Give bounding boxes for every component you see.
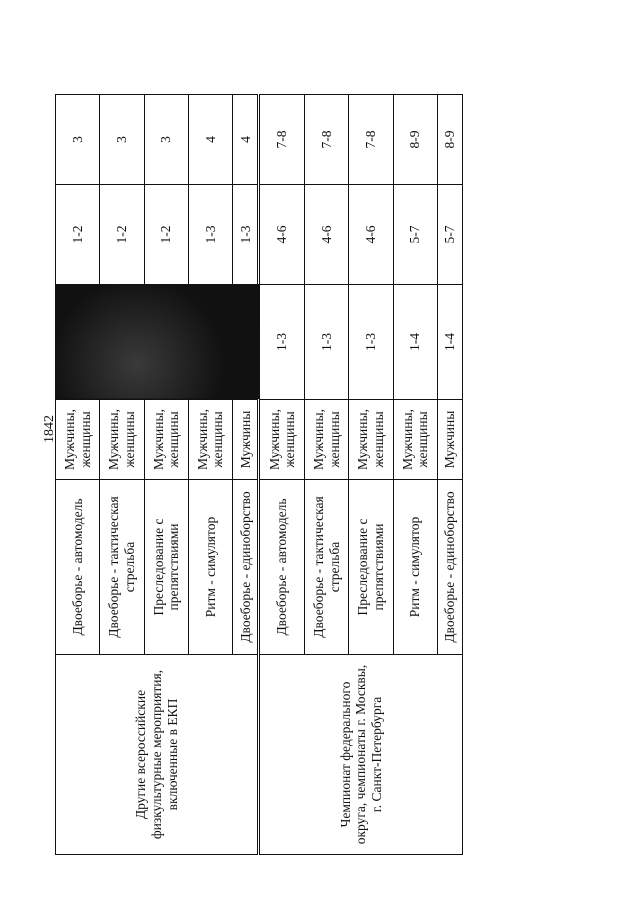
discipline-cell: Ритм - симулятор — [393, 480, 437, 655]
rank-range-cell: 4-6 — [259, 185, 304, 285]
rotated-table-container — [55, 95, 463, 855]
rank-range-cell: 1-3 — [188, 185, 232, 285]
rank-range-cell: 1-3 — [259, 285, 304, 400]
discipline-cell: Преследование с препятствиями — [349, 480, 393, 655]
event-name-cell: Другие всероссийские физкультурные мероприятия, включенные в ЕКП — [56, 655, 259, 855]
gender-cell: Мужчины, женщины — [259, 400, 304, 480]
rank-range-cell: 1-2 — [56, 185, 100, 285]
discipline-cell: Ритм - симулятор — [188, 480, 232, 655]
rank-range-cell: 8-9 — [437, 95, 462, 185]
rank-range-cell: 1-3 — [233, 185, 259, 285]
discipline-cell: Двоеборье - единоборство — [437, 480, 462, 655]
gender-cell: Мужчины — [437, 400, 462, 480]
discipline-cell: Двоеборье - единоборство — [233, 480, 259, 655]
gender-cell: Мужчины, женщины — [144, 400, 188, 480]
rank-range-cell: 1-4 — [437, 285, 462, 400]
rank-range-cell: 1-2 — [100, 185, 144, 285]
table-row — [259, 95, 304, 855]
rank-range-cell: 4-6 — [349, 185, 393, 285]
rank-range-cell: 4 — [233, 95, 259, 185]
rank-range-cell: 1-3 — [304, 285, 348, 400]
rank-range-cell: 5-7 — [437, 185, 462, 285]
rank-range-cell: 4 — [188, 95, 232, 185]
discipline-cell: Двоеборье - тактическая стрельба — [304, 480, 348, 655]
rank-range-cell: 7-8 — [304, 95, 348, 185]
shaded-empty-cell — [56, 285, 259, 400]
rank-range-cell: 3 — [100, 95, 144, 185]
rank-range-cell: 7-8 — [349, 95, 393, 185]
qualification-table — [55, 94, 463, 855]
table-row — [56, 95, 100, 855]
rank-range-cell: 1-2 — [144, 185, 188, 285]
discipline-cell: Преследование с препятствиями — [144, 480, 188, 655]
discipline-cell: Двоеборье - автомодель — [259, 480, 304, 655]
gender-cell: Мужчины, женщины — [393, 400, 437, 480]
gender-cell: Мужчины, женщины — [188, 400, 232, 480]
gender-cell: Мужчины, женщины — [56, 400, 100, 480]
rank-range-cell: 5-7 — [393, 185, 437, 285]
discipline-cell: Двоеборье - тактическая стрельба — [100, 480, 144, 655]
rank-range-cell: 7-8 — [259, 95, 304, 185]
rank-range-cell: 3 — [56, 95, 100, 185]
event-name-cell: Чемпионат федерального округа, чемпионаты г. Москвы, г. Санкт-Петербурга — [259, 655, 463, 855]
rank-range-cell: 1-4 — [393, 285, 437, 400]
gender-cell: Мужчины, женщины — [304, 400, 348, 480]
gender-cell: Мужчины — [233, 400, 259, 480]
page-number: 1842 — [42, 415, 57, 443]
rank-range-cell: 4-6 — [304, 185, 348, 285]
gender-cell: Мужчины, женщины — [349, 400, 393, 480]
rank-range-cell: 8-9 — [393, 95, 437, 185]
gender-cell: Мужчины, женщины — [100, 400, 144, 480]
rank-range-cell: 1-3 — [349, 285, 393, 400]
rank-range-cell: 3 — [144, 95, 188, 185]
discipline-cell: Двоеборье - автомодель — [56, 480, 100, 655]
